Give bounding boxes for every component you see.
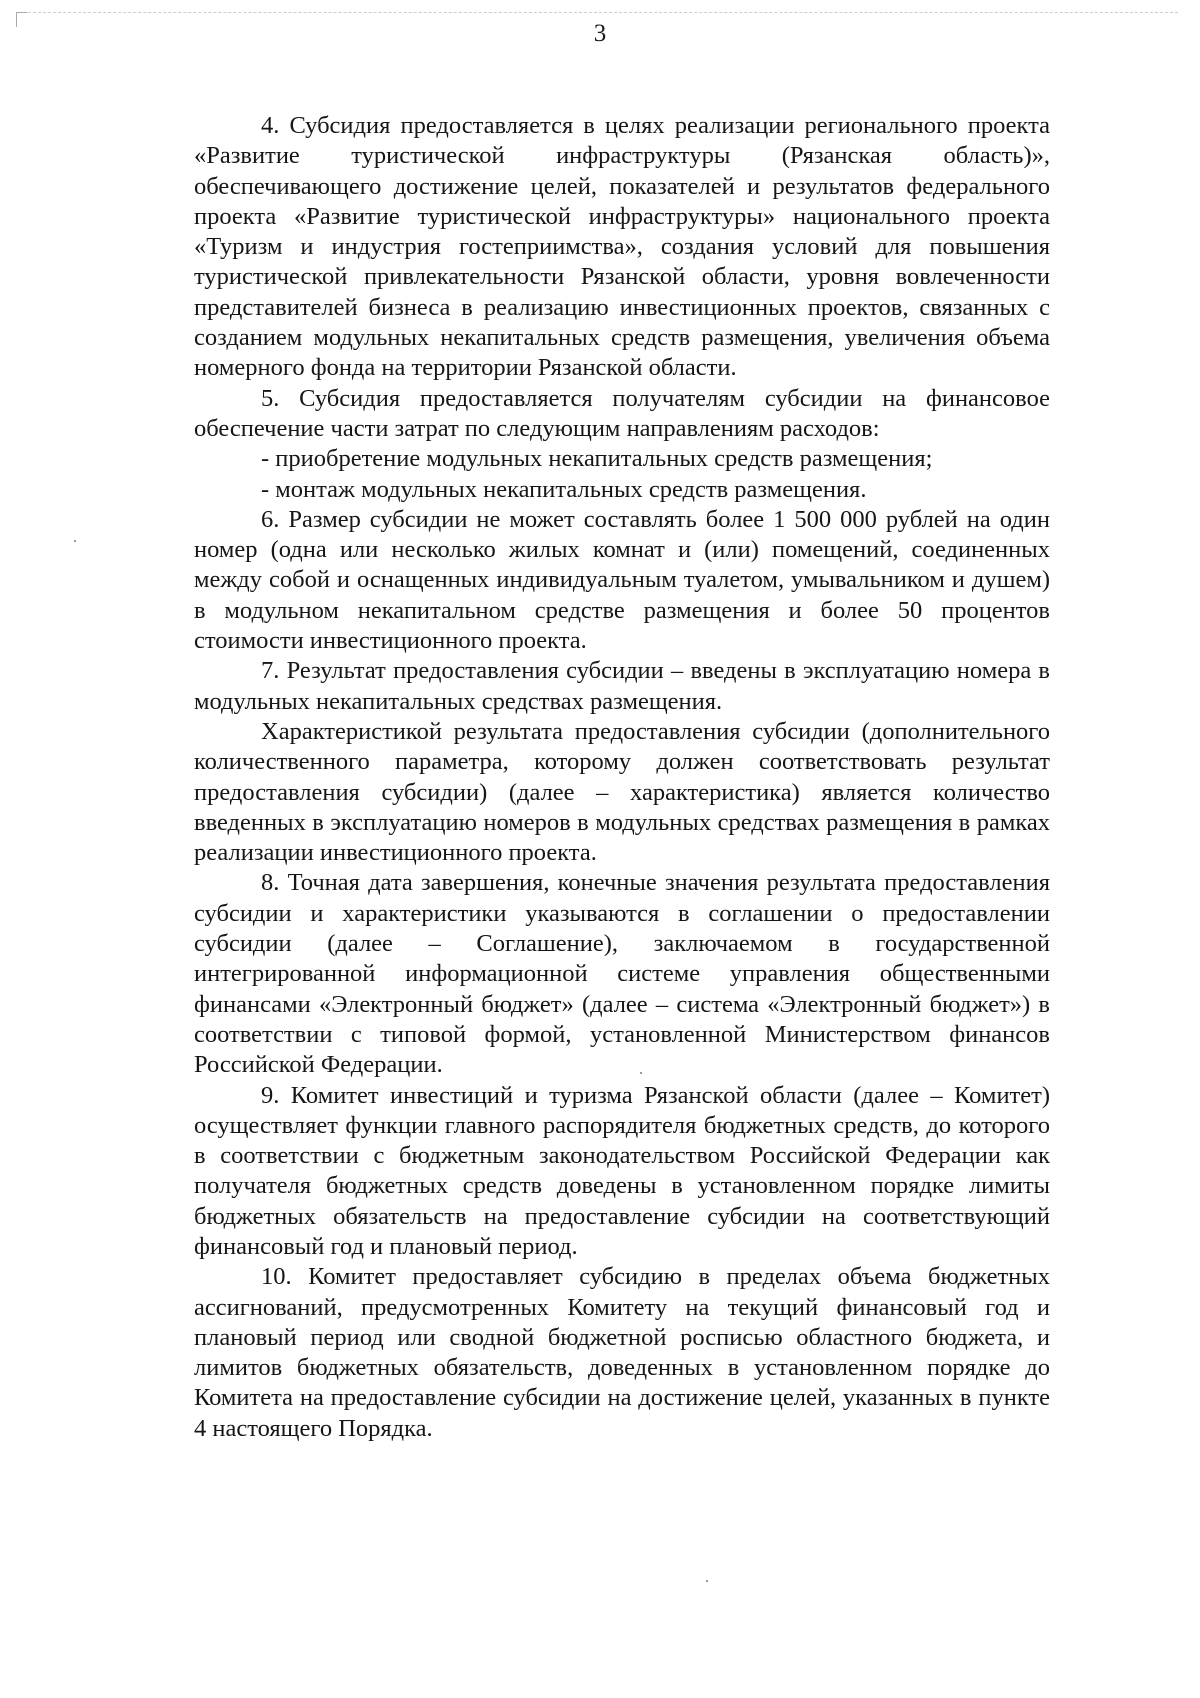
paragraph-5: 5. Субсидия предоставляется получателям субсидии на финансовое обеспечение части затрат по следующим направлениям расходов:	[194, 384, 1050, 442]
scan-speck	[74, 540, 76, 542]
list-item-installation: - монтаж модульных некапитальных средств размещения.	[261, 475, 867, 503]
paragraph-4: 4. Субсидия предоставляется в целях реализации регионального проекта «Развитие туристической инфраструктуры (Рязанская область)», обеспечивающего достижение целей, показателей и результатов федерального проекта «Развитие туристической инфраструктуры» национального проекта «Туризм и индустрия гостеприимства», создания условий для повышения туристической привлекательности Рязанской области, уровня вовлеченности представителей бизнеса в реализацию инвестиционных проектов, связанных с созданием модульных некапитальных средств размещения, увеличения объема номерного фонда на территории Рязанской области.	[194, 112, 1050, 382]
paragraph-9: 9. Комитет инвестиций и туризма Рязанской области (далее – Комитет) осуществляет функции главного распорядителя бюджетных средств, до которого в соответствии с бюджетным законодательством Российской Федерации как получателя бюджетных средств доведены в установленном порядке лимиты бюджетных обязательств на предоставление субсидии на соответствующий финансовый год и плановый период.	[194, 1081, 1050, 1260]
page-number: 3	[593, 20, 607, 47]
paragraph-characteristic: Характеристикой результата предоставления субсидии (дополнительного количественного параметра, которому должен соответствовать результат предоставления субсидии) (далее – характеристика) является количество введенных в эксплуатацию номеров в модульных средствах размещения в рамках реализации инвестиционного проекта.	[194, 717, 1050, 867]
scan-top-edge	[18, 12, 1178, 15]
paragraph-8: 8. Точная дата завершения, конечные значения результата предоставления субсидии и характеристики указываются в соглашении о предоставлении субсидии (далее – Соглашение), заключаемом в государственной интегрированной информационной системе управления общественными финансами «Электронный бюджет» (далее – система «Электронный бюджет») в соответствии с типовой формой, установленной Министерством финансов Российской Федерации.	[194, 869, 1050, 1079]
scan-speck	[706, 1580, 708, 1582]
document-body	[194, 111, 1050, 1444]
paragraph-6: 6. Размер субсидии не может составлять более 1 500 000 рублей на один номер (одна или несколько жилых комнат и (или) помещений, соединенных между собой и оснащенных индивидуальным туалетом, умывальником и душем) в модульном некапитальном средстве размещения и более 50 процентов стоимости инвестиционного проекта.	[194, 505, 1050, 655]
paragraph-10: 10. Комитет предоставляет субсидию в пределах объема бюджетных ассигнований, предусмотренных Комитету на текущий финансовый год и плановый период или сводной бюджетной росписью областного бюджета, и лимитов бюджетных обязательств, доведенных в установленном порядке до Комитета на предоставление субсидии на достижение целей, указанных в пункте 4 настоящего Порядка.	[194, 1263, 1050, 1442]
paragraph-7: 7. Результат предоставления субсидии – введены в эксплуатацию номера в модульных некапитальных средствах размещения.	[194, 657, 1050, 715]
list-item-purchase: - приобретение модульных некапитальных средств размещения;	[261, 445, 933, 473]
